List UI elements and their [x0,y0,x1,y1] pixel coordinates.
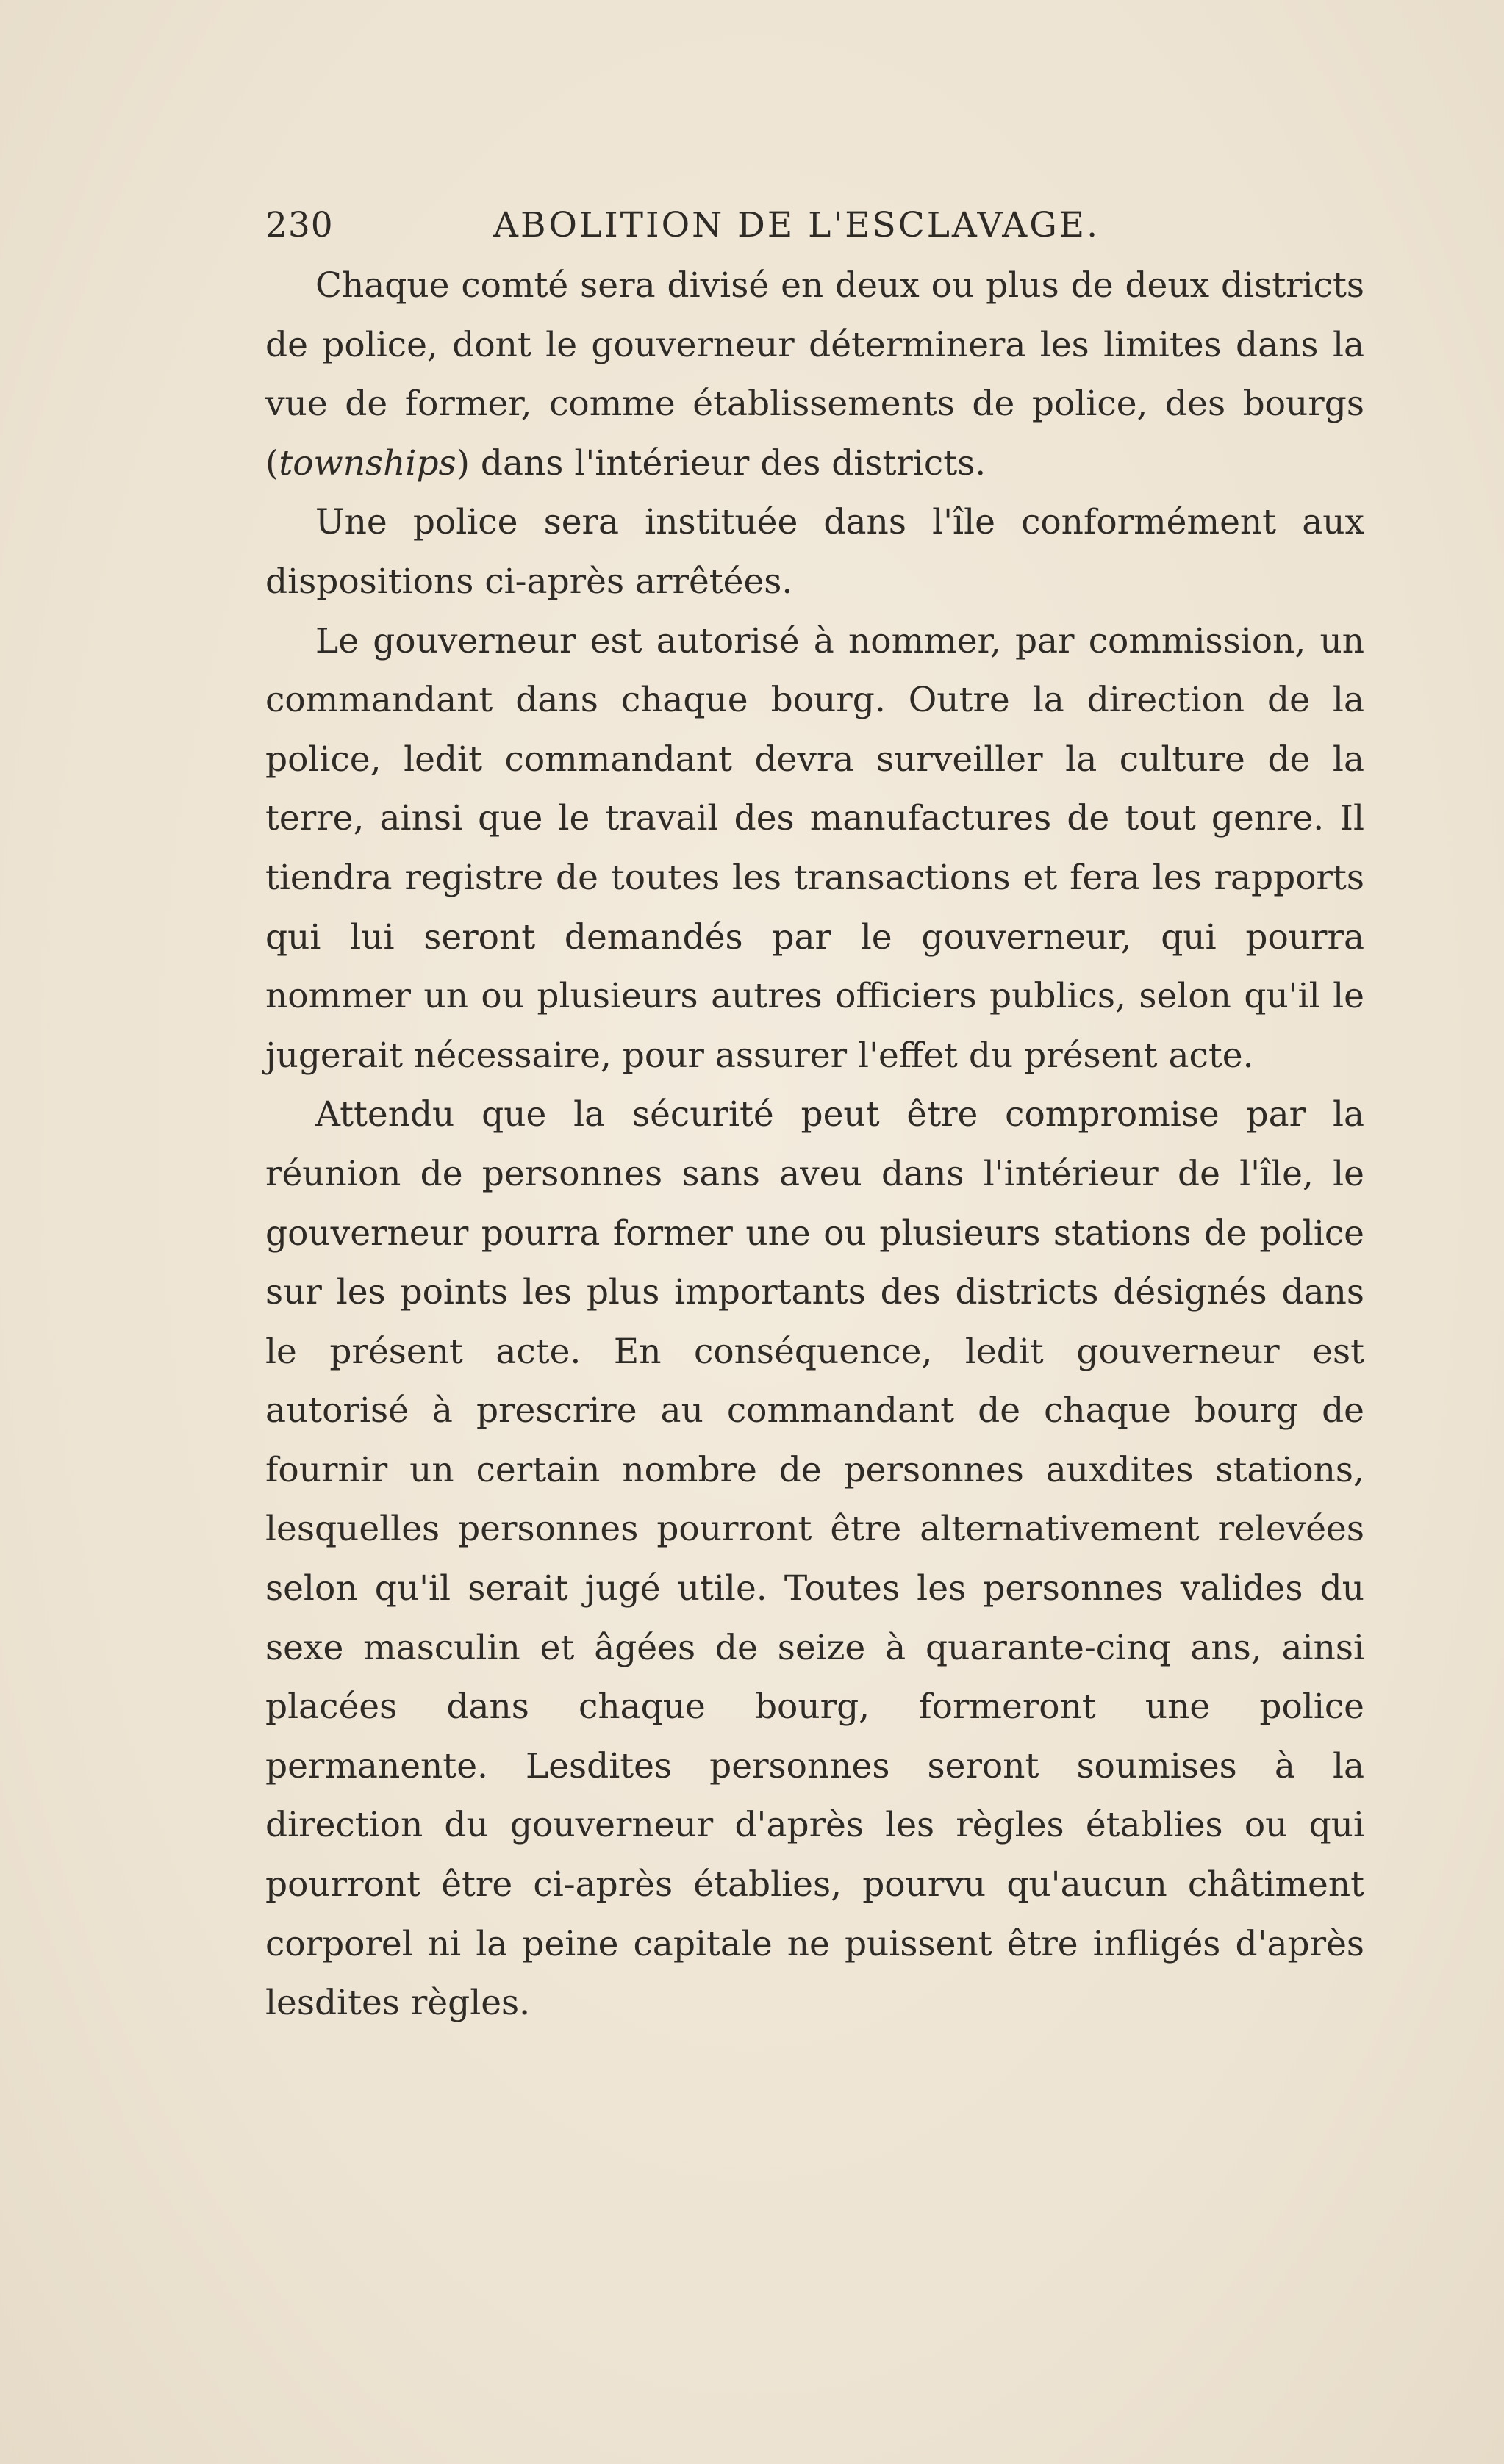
body-text [265,256,1364,2033]
italic-term: townships [279,442,456,484]
paragraph-1-text-end: ) dans l'intérieur des districts. [456,442,986,484]
paragraph-1-text-start: Chaque comté sera divisé en deux ou plus de deux districts de police, dont le gouverneur déterminera les limites dans la vue de former, comme établissements de police, des bourgs ( [265,265,1364,484]
paragraph-1 [265,256,1364,493]
page-number: 230 [265,205,334,245]
paragraph-3: Le gouverneur est autorisé à nommer, par commission, un commandant dans chaque bourg. Outre la direction de la police, ledit commandant devra surveiller la culture de la terre, ainsi que le travail des manufactures de tout genre. Il tiendra registre de toutes les transactions et fera les rapports qui lui seront demandés par le gouverneur, qui pourra nommer un ou plusieurs autres officiers publics, selon qu'il le jugerait nécessaire, pour assurer l'effet du présent acte. [265,620,1364,1076]
paragraph-2: Une police sera instituée dans l'île conformément aux dispositions ci-après arrêtées. [265,502,1364,602]
paragraph-4: Attendu que la sécurité peut être compromise par la réunion de personnes sans aveu dans l'intérieur de l'île, le gouverneur pourra former une ou plusieurs stations de police sur les points les plus importants des districts désignés dans le présent acte. En conséquence, ledit gouverneur est autorisé à prescrire au commandant de chaque bourg de fournir un certain nombre de personnes auxdites stations, lesquelles personnes pourront être alternativement relevées selon qu'il serait jugé utile. Toutes les personnes valides du sexe masculin et âgées de seize à quarante-cinq ans, ainsi placées dans chaque bourg, formeront une police permanente. Lesdites personnes seront soumises à la direction du gouverneur d'après les règles établies ou qui pourront être ci-après établies, pourvu qu'aucun châtiment corporel ni la peine capitale ne puissent être infligés d'après lesdites règles. [265,1094,1364,2024]
running-title: ABOLITION DE L'ESCLAVAGE. [493,205,1100,245]
running-head [265,195,1364,256]
text-block [265,195,1364,2033]
